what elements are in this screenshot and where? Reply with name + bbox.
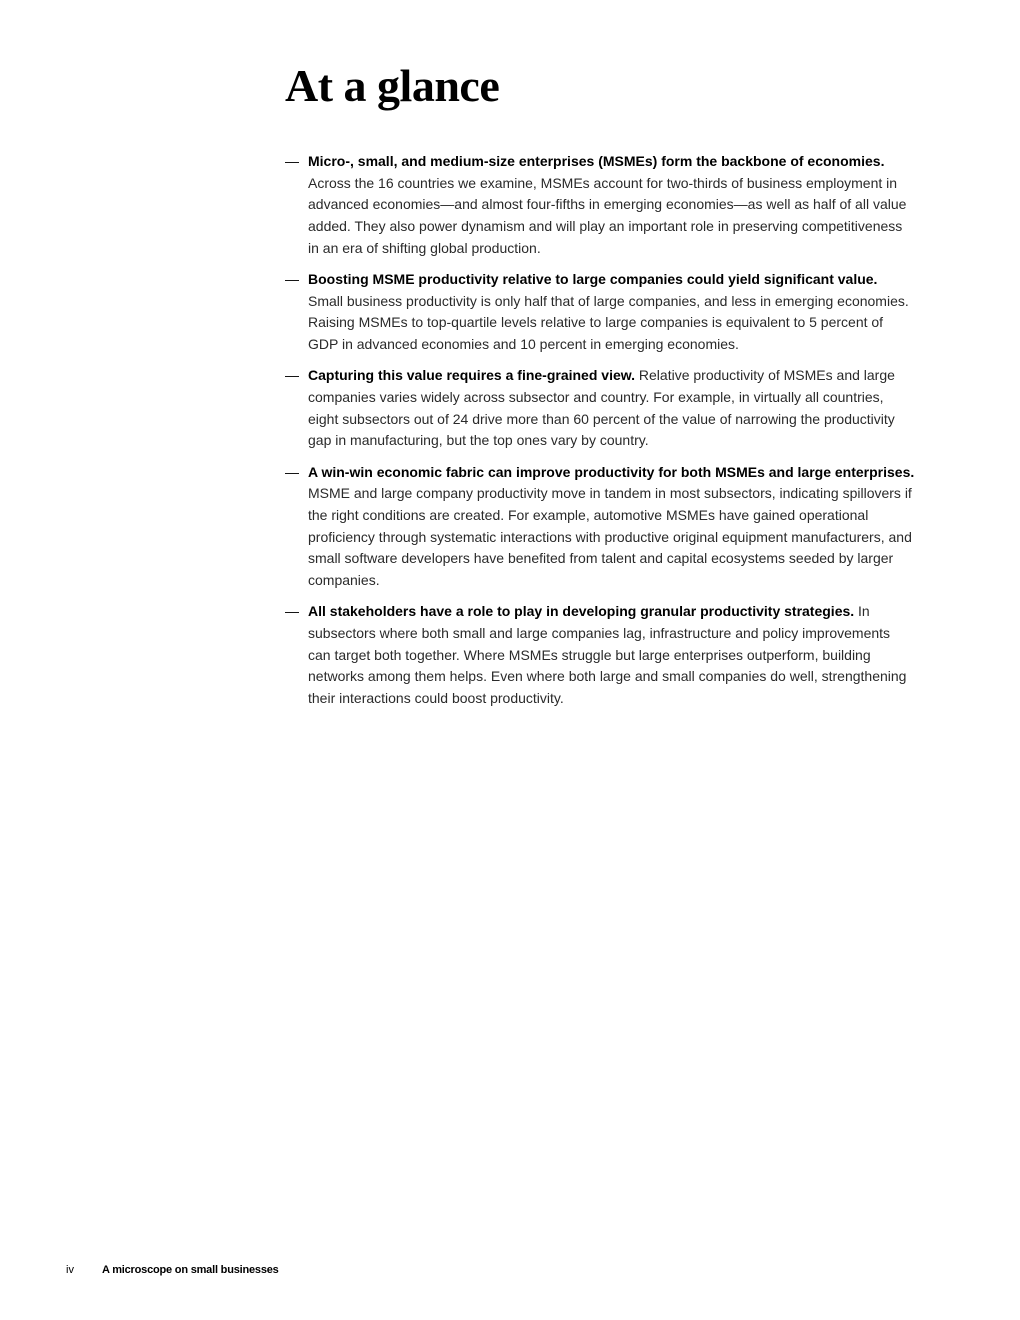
- bullet-text: Small business productivity is only half that of large companies, and less in emerging economies. Raising MSMEs to top-quartile levels relative to large companies is equivalent to 5 percent of GDP in advanced economies and 10 percent in emerging economies.: [308, 292, 909, 353]
- list-item: [285, 365, 915, 452]
- bullet-dash: —: [285, 603, 299, 620]
- bullet-lead: All stakeholders have a role to play in developing granular productivity strategies.: [308, 603, 855, 620]
- bullet-text: Relative productivity of MSMEs and large companies varies widely across subsector and country. For example, in virtually all countries, eight subsectors out of 24 drive more than 60 percent of the value of narrowing the productivity gap in manufacturing, but the top ones vary by country.: [308, 367, 895, 449]
- bullet-dash: —: [285, 367, 299, 384]
- key-findings-list: [285, 151, 915, 719]
- bullet-lead: Capturing this value requires a fine-grained view.: [308, 367, 636, 384]
- list-item: [285, 601, 915, 710]
- bullet-lead: Micro-, small, and medium-size enterprises (MSMEs) form the backbone of economies.: [308, 153, 885, 169]
- page-title: At a glance: [285, 60, 500, 111]
- report-title: A microscope on small businesses: [102, 1264, 279, 1276]
- bullet-text: Across the 16 countries we examine, MSMEs account for two-thirds of business employment in advanced economies—and almost four-fifths in emerging economies—as well as half of all value added. They also power dynamism and will play an important role in preserving competitiveness in an era of shifting global production.: [308, 174, 907, 256]
- list-item: [285, 269, 915, 356]
- bullet-text: MSME and large company productivity move in tandem in most subsectors, indicating spillovers if the right conditions are created. For example, automotive MSMEs have gained operational proficiency through systematic interactions with productive original equipment manufacturers, and small software developers have benefited from talent and capital ecosystems seeded by larger companies.: [308, 485, 912, 589]
- bullet-dash: —: [285, 271, 299, 288]
- bullet-lead: Boosting MSME productivity relative to large companies could yield significant value.: [308, 271, 878, 288]
- page-footer: [66, 1262, 279, 1278]
- bullet-dash: —: [285, 463, 299, 480]
- page-number: iv: [66, 1264, 74, 1276]
- bullet-dash: —: [285, 153, 299, 169]
- bullet-text: In subsectors where both small and large companies lag, infrastructure and policy improvements can target both together. Where MSMEs struggle but large enterprises outperform, building networks among them helps. Even where both large and small companies do well, strengthening their interactions could boost productivity.: [308, 603, 907, 707]
- list-item: [285, 462, 915, 592]
- list-item: [285, 151, 915, 260]
- bullet-lead: A win-win economic fabric can improve productivity for both MSMEs and large enterprises.: [308, 463, 915, 480]
